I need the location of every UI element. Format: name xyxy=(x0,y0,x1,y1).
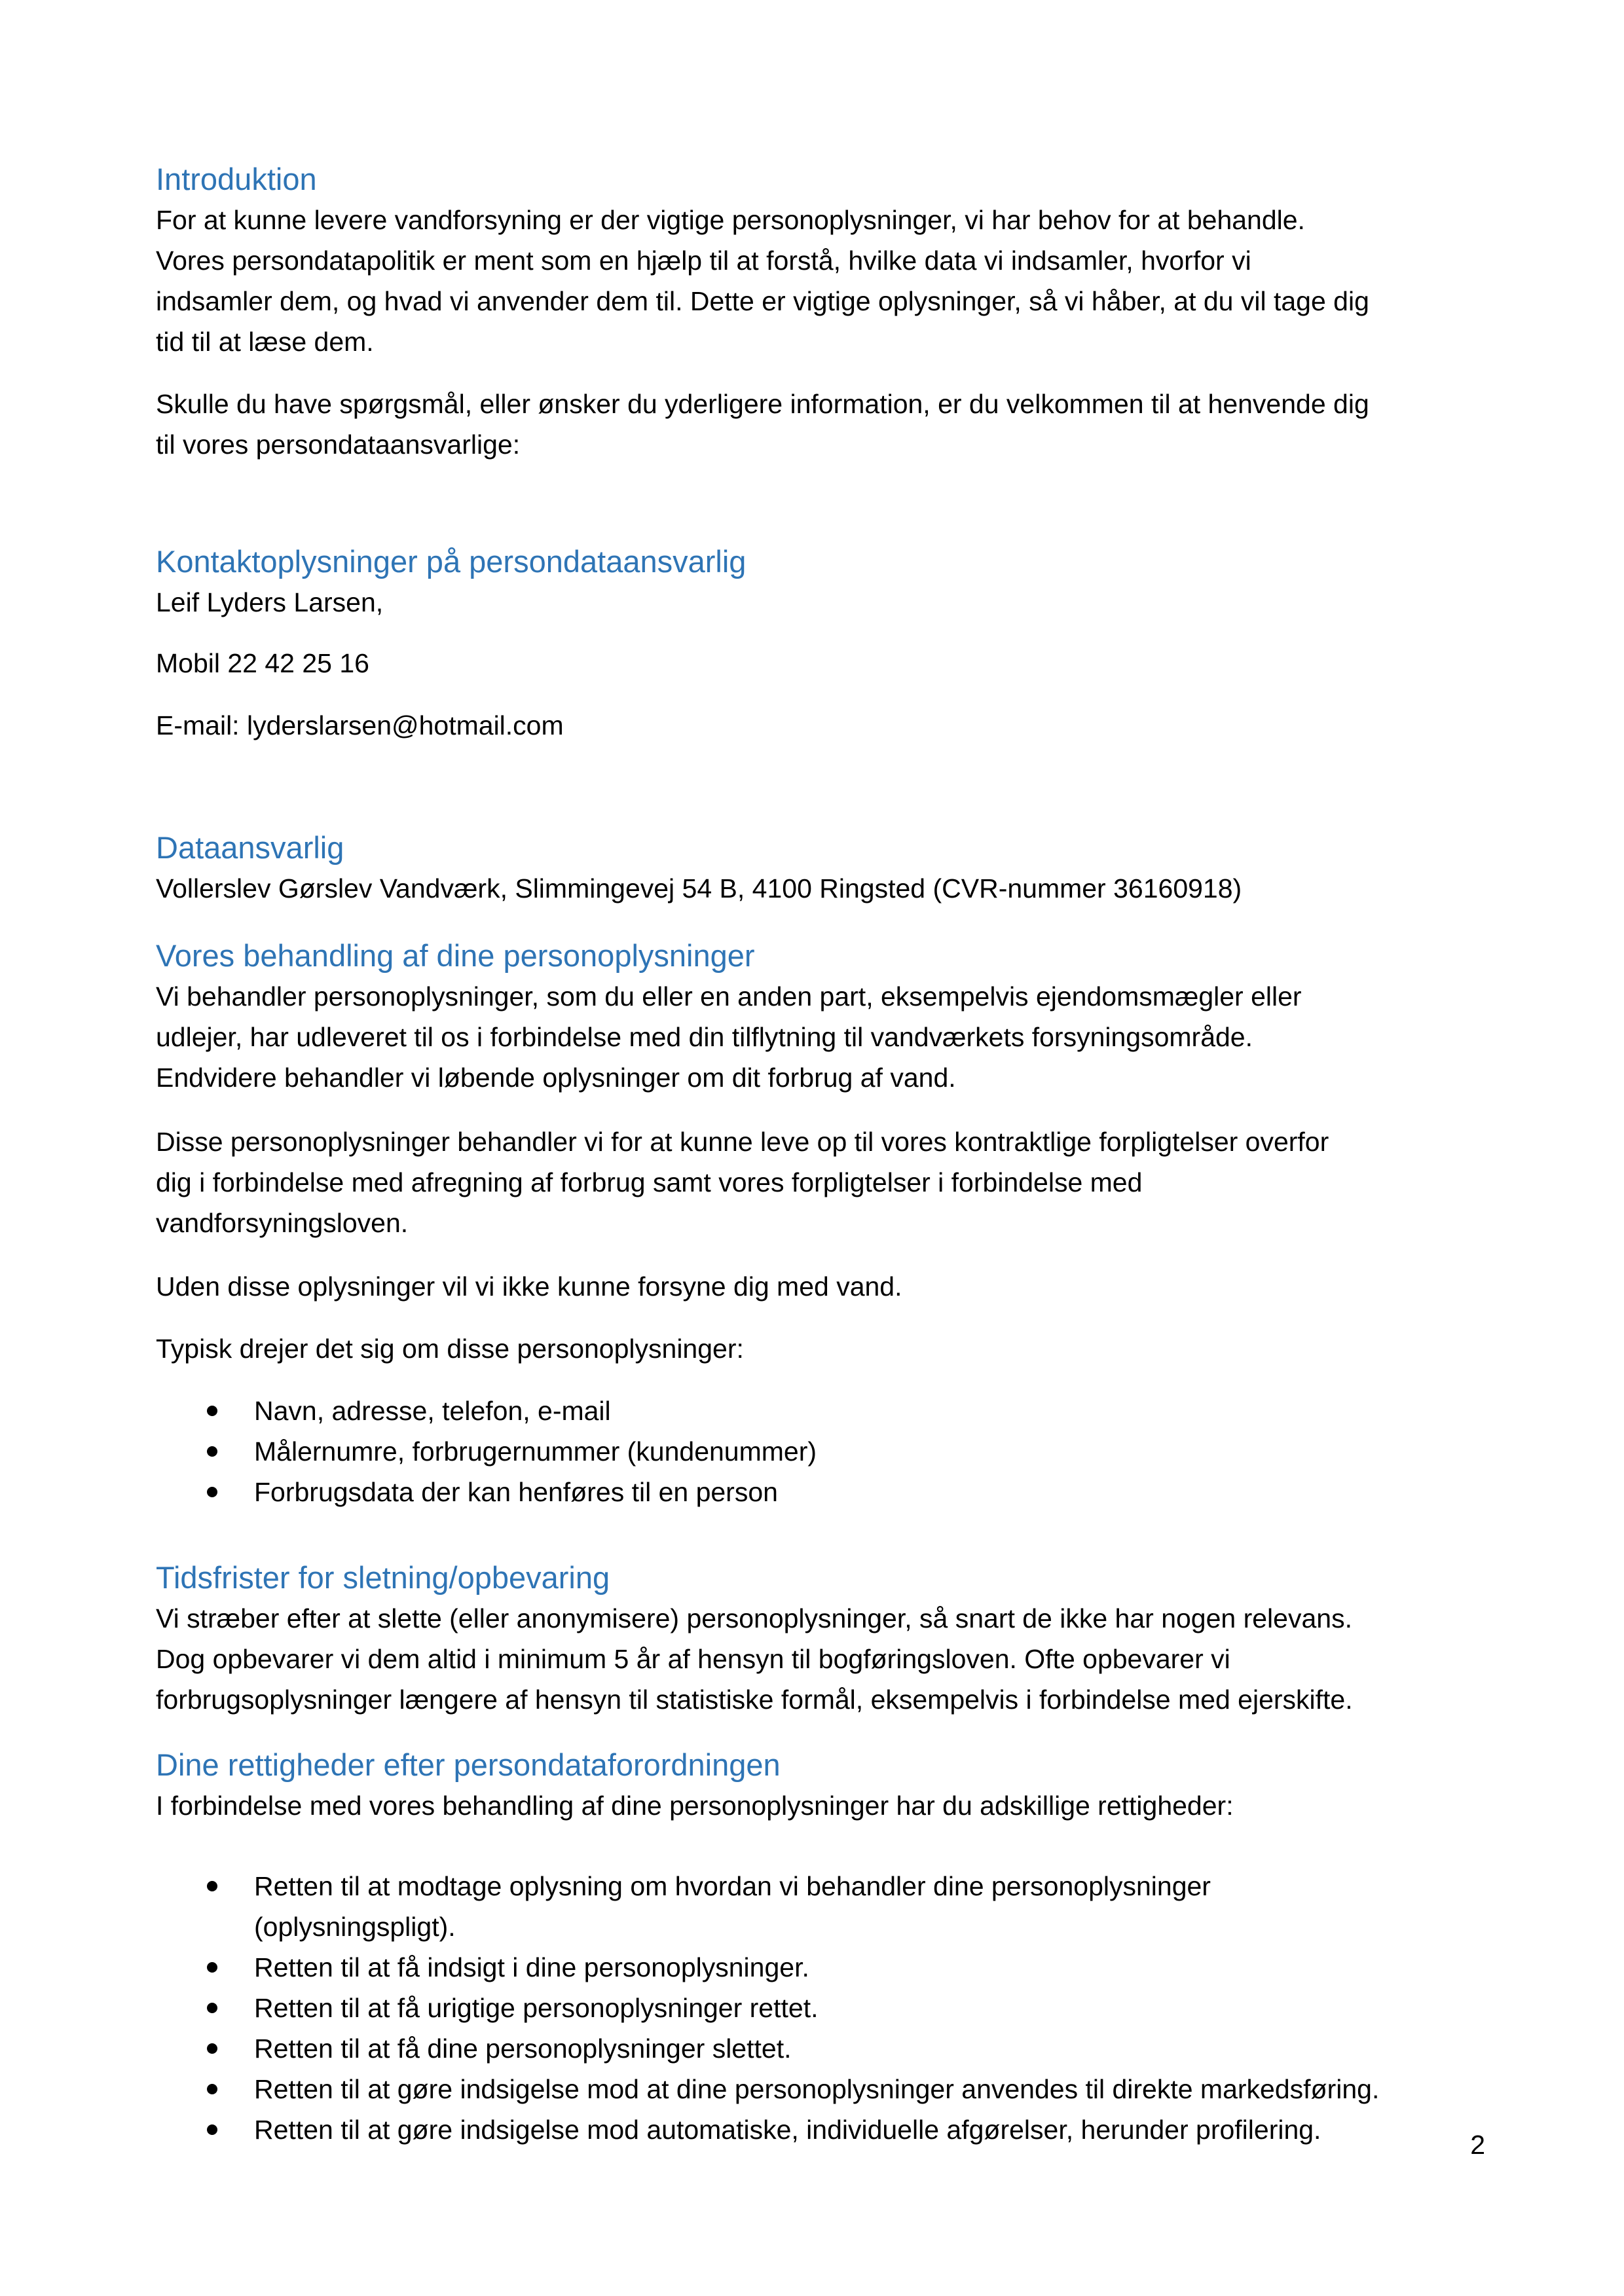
list-item-text: Retten til at gøre indsigelse mod at dine personoplysninger anvendes til direkte markedsføring. xyxy=(254,2074,1380,2104)
contact-name: Leif Lyders Larsen, xyxy=(156,587,384,617)
rights-intro: I forbindelse med vores behandling af dine personoplysninger har du adskillige rettigheder: xyxy=(156,1791,1234,1821)
list-item-text: Målernumre, forbrugernummer (kundenummer) xyxy=(254,1436,817,1467)
list-item-text: Retten til at gøre indsigelse mod automatiske, individuelle afgørelser, herunder profilering. xyxy=(254,2115,1321,2145)
rights-heading: Dine rettigheder efter persondataforordningen xyxy=(156,1747,781,1782)
list-item-text: (oplysningspligt). xyxy=(254,1912,456,1942)
bullet-icon xyxy=(207,2003,217,2013)
intro-line: indsamler dem, og hvad vi anvender dem til. Dette er vigtige oplysninger, så vi håber, at du vil tage dig xyxy=(156,286,1369,316)
list-item xyxy=(156,2109,1485,2150)
list-item xyxy=(156,1472,1485,1512)
list-item-text: Navn, adresse, telefon, e-mail xyxy=(254,1396,611,1426)
processing-p4: Typisk drejer det sig om disse personoplysninger: xyxy=(156,1334,744,1364)
processing-paragraph-4 xyxy=(156,1328,1485,1369)
bullet-icon xyxy=(207,1406,217,1416)
processing-paragraph-3 xyxy=(156,1266,1485,1307)
bullet-icon xyxy=(207,1962,217,1973)
contact-email-block xyxy=(156,705,1485,746)
list-item xyxy=(156,1391,1485,1431)
intro-line: tid til at læse dem. xyxy=(156,327,374,357)
intro-p2-line: Skulle du have spørgsmål, eller ønsker du yderligere information, er du velkommen til at henvende dig xyxy=(156,389,1369,419)
bullet-icon xyxy=(207,1881,217,1891)
section-rights xyxy=(156,1745,1485,1826)
list-item-text: Retten til at få dine personoplysninger slettet. xyxy=(254,2033,792,2064)
section-introduction xyxy=(156,159,1485,362)
retention-line: Vi stræber efter at slette (eller anonymisere) personoplysninger, så snart de ikke har nogen relevans. xyxy=(156,1603,1352,1633)
intro-heading: Introduktion xyxy=(156,162,317,196)
contact-heading: Kontaktoplysninger på persondataansvarlig xyxy=(156,544,747,579)
list-item xyxy=(156,1431,1485,1472)
retention-heading: Tidsfrister for sletning/opbevaring xyxy=(156,1560,610,1595)
bullet-icon xyxy=(207,2043,217,2054)
contact-mobile-block xyxy=(156,643,1485,683)
list-item-text: Retten til at modtage oplysning om hvordan vi behandler dine personoplysninger xyxy=(254,1871,1211,1901)
contact-mobile: Mobil 22 42 25 16 xyxy=(156,648,369,678)
intro-line: For at kunne levere vandforsyning er der vigtige personoplysninger, vi har behov for at behandle. xyxy=(156,205,1305,235)
processing-heading: Vores behandling af dine personoplysninger xyxy=(156,938,755,973)
retention-line: Dog opbevarer vi dem altid i minimum 5 år af hensyn til bogføringsloven. Ofte opbevarer vi xyxy=(156,1644,1230,1674)
intro-line: Vores persondatapolitik er ment som en hjælp til at forstå, hvilke data vi indsamler, hvorfor vi xyxy=(156,246,1251,276)
bullet-icon xyxy=(207,1487,217,1497)
list-item-text: Retten til at få indsigt i dine personoplysninger. xyxy=(254,1952,809,1982)
controller-heading: Dataansvarlig xyxy=(156,830,344,865)
list-item xyxy=(156,1988,1485,2028)
bullet-icon xyxy=(207,2124,217,2135)
document-page xyxy=(156,0,1485,2296)
processing-p1-line: udlejer, har udleveret til os i forbindelse med din tilflytning til vandværkets forsyningsområde. xyxy=(156,1022,1253,1052)
list-item xyxy=(156,1866,1485,1947)
controller-text: Vollerslev Gørslev Vandværk, Slimmingevej 54 B, 4100 Ringsted (CVR-nummer 36160918) xyxy=(156,873,1242,903)
list-item xyxy=(156,1947,1485,1988)
list-item-text: Forbrugsdata der kan henføres til en person xyxy=(254,1477,778,1507)
list-item xyxy=(156,2069,1485,2109)
list-item-text: Retten til at få urigtige personoplysninger rettet. xyxy=(254,1993,819,2023)
processing-p1-line: Endvidere behandler vi løbende oplysninger om dit forbrug af vand. xyxy=(156,1063,956,1093)
processing-p2-line: dig i forbindelse med afregning af forbrug samt vores forpligtelser i forbindelse med xyxy=(156,1167,1143,1197)
section-contact xyxy=(156,541,1485,623)
bullet-icon xyxy=(207,2084,217,2094)
section-controller xyxy=(156,828,1485,909)
page-number: 2 xyxy=(1470,2130,1485,2160)
processing-p2-line: vandforsyningsloven. xyxy=(156,1208,409,1238)
contact-email: E-mail: lyderslarsen@hotmail.com xyxy=(156,710,564,740)
rights-bullet-list xyxy=(156,1866,1485,2150)
intro-p2-line: til vores persondataansvarlige: xyxy=(156,429,521,460)
list-item xyxy=(156,2028,1485,2069)
retention-line: forbrugsoplysninger længere af hensyn til statistiske formål, eksempelvis i forbindelse med ejerskifte. xyxy=(156,1685,1353,1715)
processing-paragraph-2 xyxy=(156,1121,1485,1243)
section-processing xyxy=(156,936,1485,1098)
section-retention xyxy=(156,1558,1485,1720)
processing-bullet-list xyxy=(156,1391,1485,1512)
processing-p1-line: Vi behandler personoplysninger, som du eller en anden part, eksempelvis ejendomsmægler eller xyxy=(156,981,1302,1011)
processing-p2-line: Disse personoplysninger behandler vi for at kunne leve op til vores kontraktlige forpligtelser overfor xyxy=(156,1127,1329,1157)
intro-paragraph-2 xyxy=(156,384,1485,465)
bullet-icon xyxy=(207,1446,217,1457)
processing-p3: Uden disse oplysninger vil vi ikke kunne forsyne dig med vand. xyxy=(156,1271,902,1302)
